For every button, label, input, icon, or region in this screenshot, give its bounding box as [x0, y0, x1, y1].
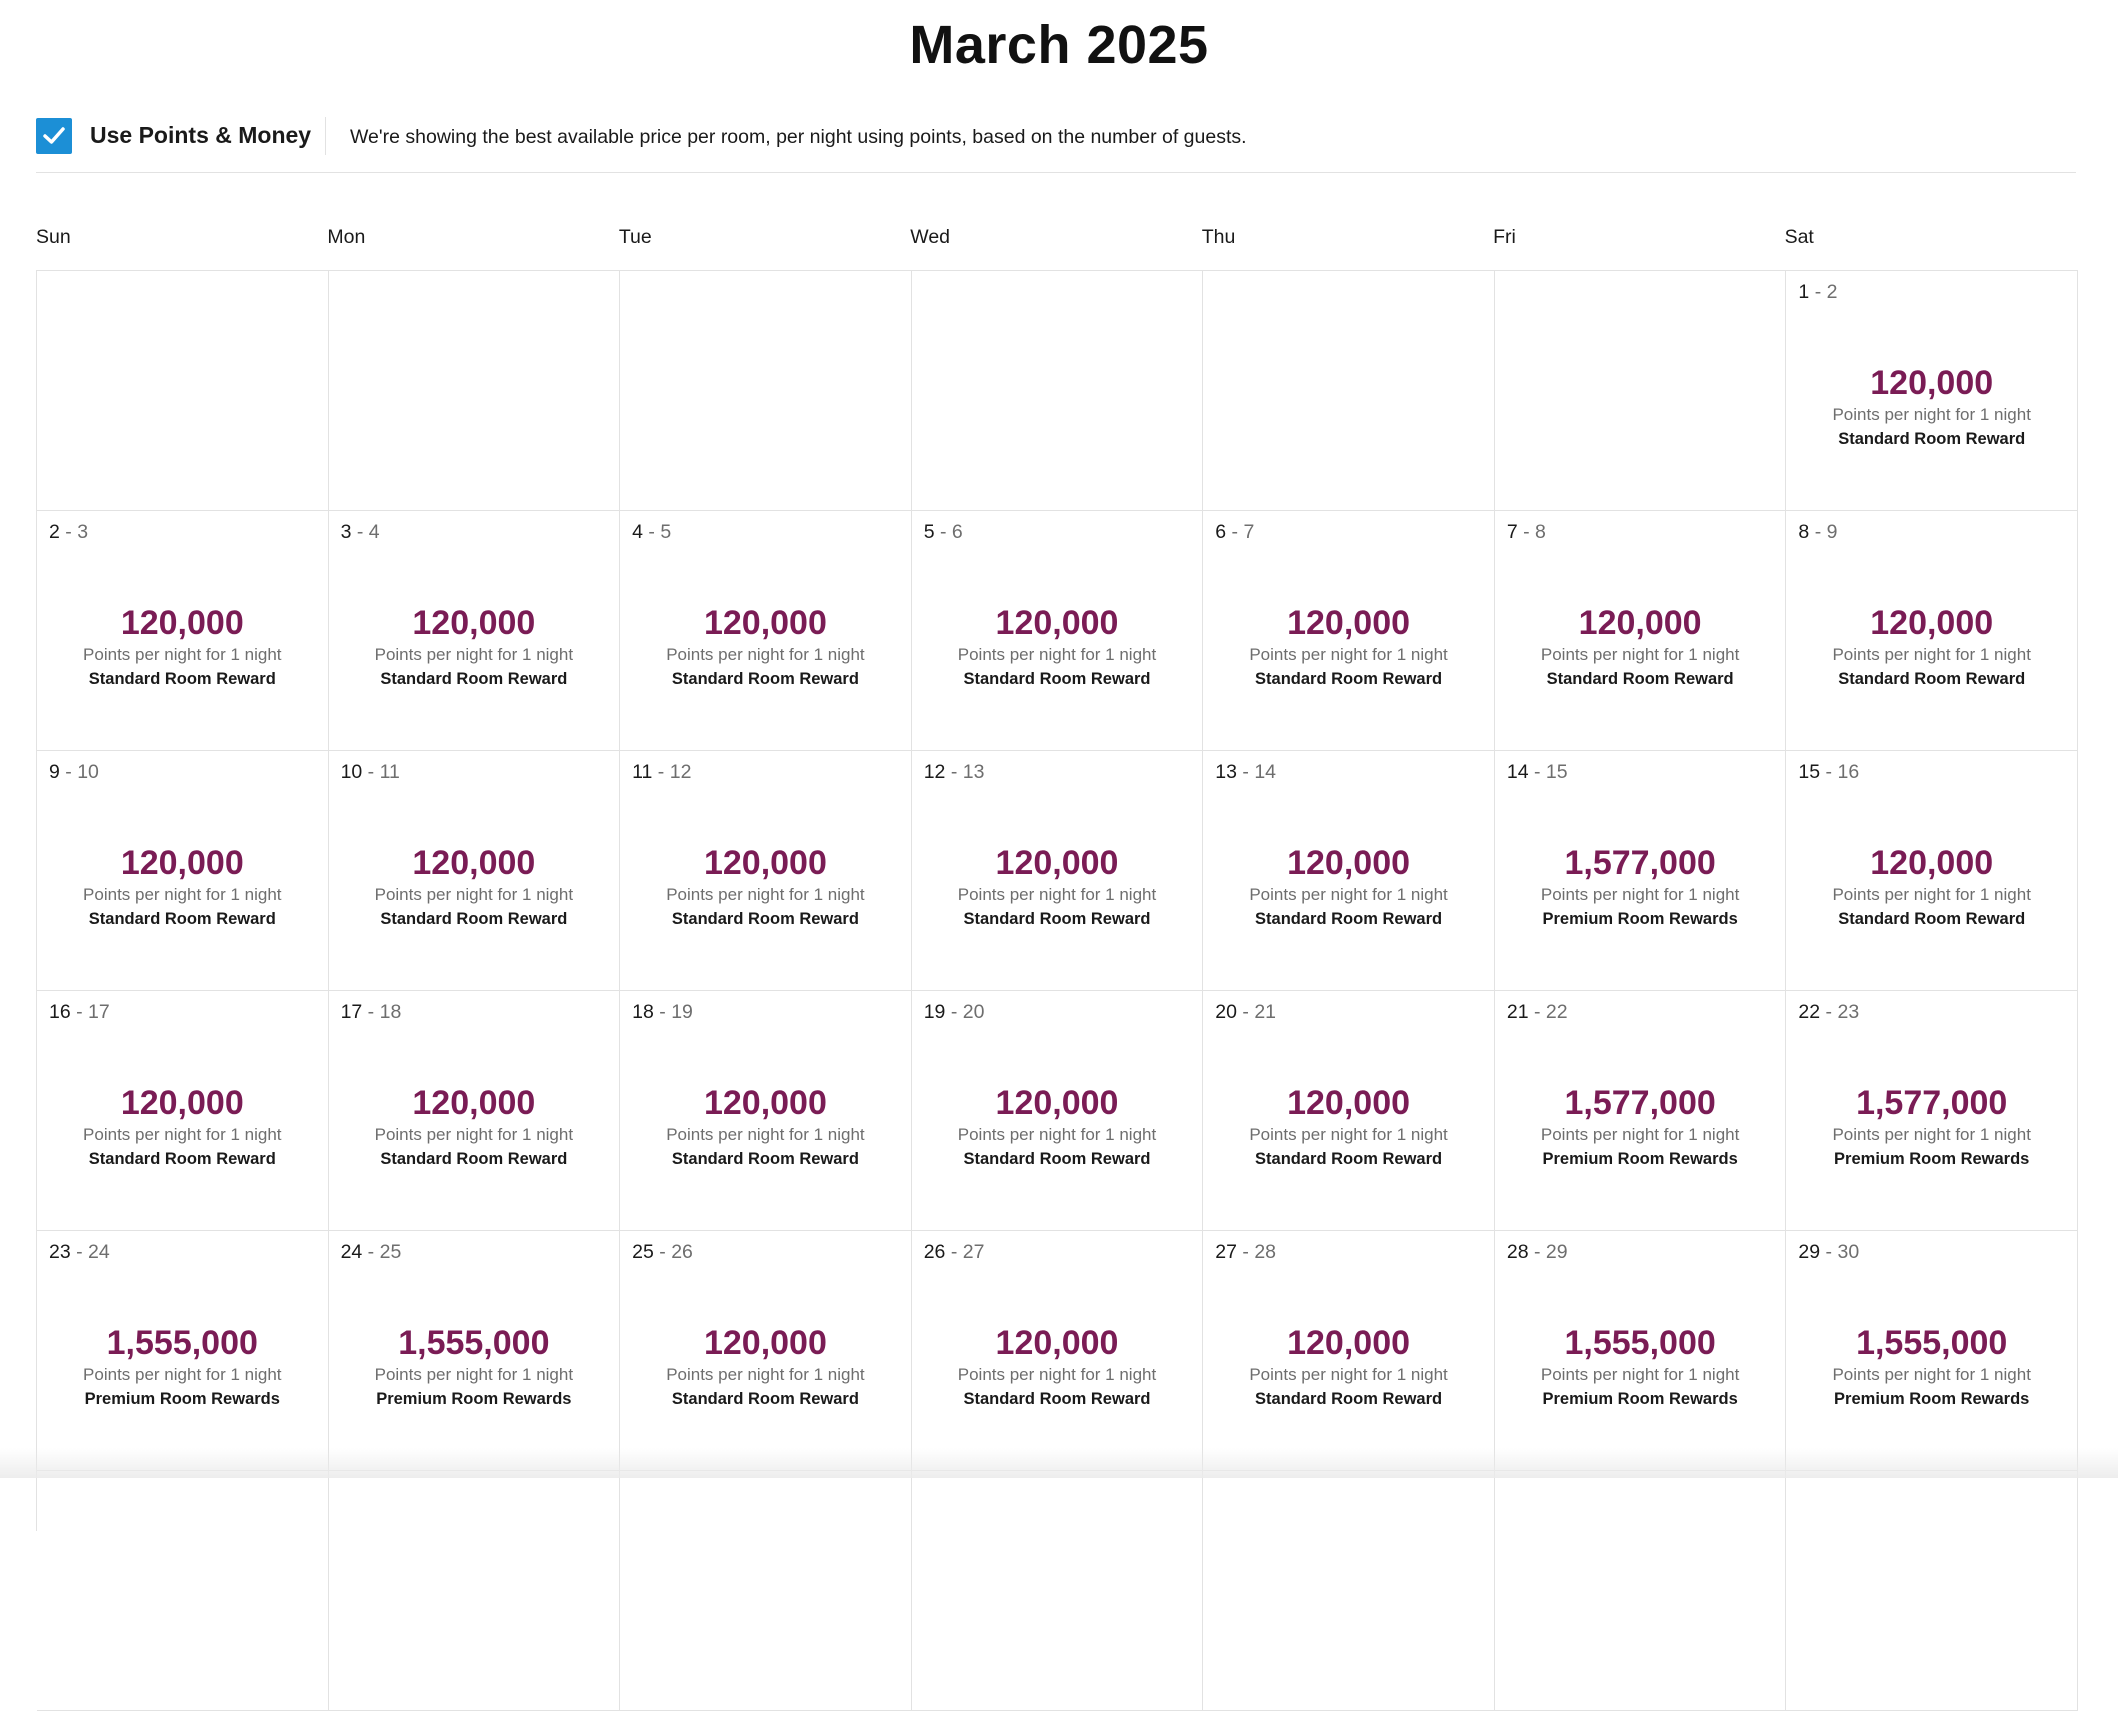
points-price: 120,000 [995, 1324, 1119, 1362]
check-out-day: 3 [77, 521, 89, 543]
weekday-wed: Wed [910, 226, 951, 248]
date-separator: - [1528, 1001, 1546, 1023]
date-range [1798, 761, 1859, 784]
calendar-cell[interactable] [912, 511, 1204, 751]
price-block [1203, 1083, 1494, 1170]
date-separator: - [653, 1001, 672, 1023]
check-out-day: 11 [379, 761, 400, 783]
check-in-day: 26 [923, 1241, 946, 1263]
date-range [49, 521, 88, 544]
date-separator: - [945, 1241, 963, 1263]
date-range [341, 1241, 402, 1264]
price-block [1786, 603, 2077, 690]
per-night-label: Points per night for 1 night [1832, 1365, 2031, 1384]
reward-type: Standard Room Reward [671, 1150, 859, 1168]
reward-type: Premium Room Rewards [1542, 910, 1738, 928]
check-out-day: 18 [379, 1001, 402, 1023]
check-in-day: 17 [340, 1001, 363, 1023]
points-price: 120,000 [412, 1084, 536, 1122]
price-block [329, 1083, 620, 1170]
points-price: 120,000 [1287, 1324, 1411, 1362]
reward-type: Premium Room Rewards [1834, 1390, 2030, 1408]
per-night-label: Points per night for 1 night [1540, 1125, 1740, 1144]
calendar-cell-next-row [1203, 1471, 1495, 1711]
check-in-day: 20 [1215, 1001, 1237, 1023]
reward-type: Standard Room Reward [1838, 670, 2026, 688]
calendar-cell-next-row [1786, 1471, 2078, 1711]
points-price: 120,000 [995, 604, 1119, 642]
calendar-cell-empty [620, 271, 912, 511]
calendar-cell-next-row [912, 1471, 1204, 1711]
per-night-label: Points per night for 1 night [1249, 885, 1448, 904]
date-range [924, 1241, 985, 1264]
per-night-label: Points per night for 1 night [83, 645, 282, 664]
calendar-cell[interactable] [1495, 1231, 1787, 1471]
points-price: 1,555,000 [398, 1324, 550, 1362]
date-separator: - [70, 1001, 89, 1023]
points-price: 1,577,000 [1856, 1084, 2008, 1122]
reward-type: Standard Room Reward [1255, 1390, 1443, 1408]
points-price: 120,000 [120, 604, 244, 642]
check-out-day: 4 [368, 521, 380, 543]
check-in-day: 14 [1506, 761, 1529, 783]
reward-type: Premium Room Rewards [1542, 1150, 1738, 1168]
calendar-cell[interactable] [620, 991, 912, 1231]
date-separator: - [362, 1001, 380, 1023]
per-night-label: Points per night for 1 night [83, 1125, 282, 1144]
price-block [912, 1323, 1203, 1410]
check-out-day: 26 [671, 1241, 693, 1263]
date-separator: - [1236, 1241, 1255, 1263]
price-block [620, 843, 911, 930]
points-price: 120,000 [703, 844, 827, 882]
check-out-day: 5 [660, 521, 672, 543]
price-block [620, 1083, 911, 1170]
calendar-grid [36, 270, 2078, 1531]
check-in-day: 9 [49, 761, 60, 783]
check-in-day: 11 [632, 761, 653, 783]
check-out-day: 6 [951, 521, 963, 543]
reward-type: Standard Room Reward [380, 670, 568, 688]
date-range [924, 1001, 985, 1024]
calendar-cell-empty [37, 271, 329, 511]
points-price: 1,577,000 [1564, 1084, 1716, 1122]
date-separator: - [1820, 761, 1838, 783]
date-separator: - [1809, 281, 1827, 303]
per-night-label: Points per night for 1 night [374, 1125, 574, 1144]
reward-type: Standard Room Reward [1255, 670, 1443, 688]
price-block [1495, 843, 1786, 930]
per-night-label: Points per night for 1 night [83, 885, 282, 904]
per-night-label: Points per night for 1 night [1540, 1365, 1740, 1384]
check-out-day: 27 [962, 1241, 985, 1263]
check-out-day: 23 [1837, 1001, 1860, 1023]
date-range [1507, 1001, 1568, 1024]
points-price: 120,000 [1287, 844, 1411, 882]
price-block [1786, 1083, 2077, 1170]
check-in-day: 19 [923, 1001, 946, 1023]
price-block [1786, 1323, 2077, 1410]
date-separator: - [652, 761, 670, 783]
check-in-day: 7 [1506, 521, 1518, 543]
calendar-cell-empty [329, 271, 621, 511]
price-block [1203, 603, 1494, 690]
calendar-cell[interactable] [37, 1231, 329, 1471]
calendar-cell-next-row [620, 1471, 912, 1711]
calendar-cell[interactable] [329, 751, 621, 991]
check-in-day: 28 [1506, 1241, 1529, 1263]
date-range [924, 521, 963, 544]
per-night-label: Points per night for 1 night [957, 1365, 1157, 1384]
reward-type: Standard Room Reward [963, 1150, 1151, 1168]
calendar-cell[interactable] [37, 511, 329, 751]
calendar-cell[interactable] [1786, 271, 2078, 511]
date-range [1798, 1001, 1859, 1024]
points-price: 120,000 [1287, 604, 1411, 642]
check-in-day: 13 [1215, 761, 1237, 783]
check-in-day: 2 [49, 521, 60, 543]
check-in-day: 1 [1798, 281, 1810, 303]
per-night-label: Points per night for 1 night [1249, 1125, 1448, 1144]
date-range [1215, 521, 1254, 544]
date-range [632, 761, 691, 784]
calendar-cell[interactable] [1786, 511, 2078, 751]
points-price: 120,000 [1287, 1084, 1411, 1122]
date-range [1215, 1241, 1276, 1264]
price-block [329, 1323, 620, 1410]
calendar-cell-next-row [37, 1471, 329, 1711]
date-separator: - [653, 1241, 672, 1263]
calendar-cell[interactable] [1203, 751, 1495, 991]
date-range [341, 1001, 402, 1024]
points-price: 120,000 [1870, 844, 1994, 882]
check-out-day: 19 [671, 1001, 693, 1023]
date-range [924, 761, 985, 784]
check-out-day: 9 [1826, 521, 1838, 543]
date-range [49, 761, 99, 784]
use-points-label[interactable]: Use Points & Money [90, 122, 312, 148]
check-in-day: 24 [340, 1241, 363, 1263]
date-range [632, 521, 671, 544]
calendar-cell[interactable] [1203, 511, 1495, 751]
check-in-day: 27 [1215, 1241, 1237, 1263]
price-block [912, 603, 1203, 690]
date-separator: - [643, 521, 661, 543]
per-night-label: Points per night for 1 night [1832, 405, 2031, 424]
reward-type: Standard Room Reward [380, 1150, 568, 1168]
check-in-day: 5 [923, 521, 935, 543]
points-price: 120,000 [703, 1324, 827, 1362]
check-out-day: 20 [962, 1001, 985, 1023]
date-range [49, 1241, 110, 1264]
calendar-cell[interactable] [620, 751, 912, 991]
date-range [1798, 281, 1837, 304]
per-night-label: Points per night for 1 night [1540, 885, 1740, 904]
check-out-day: 29 [1545, 1241, 1568, 1263]
calendar-cell-next-row [1495, 1471, 1787, 1711]
calendar-cell[interactable] [1495, 511, 1787, 751]
date-range [341, 761, 400, 784]
price-block [37, 843, 328, 930]
check-out-day: 16 [1837, 761, 1860, 783]
reward-type: Standard Room Reward [1546, 670, 1734, 688]
price-block [329, 843, 620, 930]
date-range [632, 1001, 693, 1024]
calendar-cell[interactable] [912, 1231, 1204, 1471]
check-out-day: 30 [1837, 1241, 1860, 1263]
check-out-day: 22 [1545, 1001, 1568, 1023]
check-in-day: 4 [632, 521, 643, 543]
weekday-mon: Mon [327, 226, 366, 248]
reward-type: Standard Room Reward [671, 670, 859, 688]
check-out-day: 15 [1545, 761, 1568, 783]
per-night-label: Points per night for 1 night [1249, 645, 1448, 664]
points-price: 120,000 [120, 1084, 244, 1122]
price-block [329, 603, 620, 690]
calendar-cell-empty [1203, 271, 1495, 511]
reward-type: Standard Room Reward [380, 910, 568, 928]
calendar-cell[interactable] [37, 751, 329, 991]
date-separator: - [945, 1001, 963, 1023]
calendar-cell[interactable] [620, 511, 912, 751]
calendar-cell[interactable] [1786, 751, 2078, 991]
date-separator: - [1820, 1001, 1838, 1023]
calendar-cell[interactable] [37, 991, 329, 1231]
check-out-day: 7 [1243, 521, 1255, 543]
weekday-fri: Fri [1493, 226, 1516, 248]
date-separator: - [1809, 521, 1827, 543]
check-out-day: 14 [1254, 761, 1277, 783]
per-night-label: Points per night for 1 night [957, 885, 1157, 904]
date-separator: - [70, 1241, 89, 1263]
points-price: 120,000 [703, 604, 827, 642]
price-block [37, 1083, 328, 1170]
per-night-label: Points per night for 1 night [666, 1125, 865, 1144]
check-in-day: 21 [1506, 1001, 1529, 1023]
points-price: 1,577,000 [1564, 844, 1716, 882]
date-separator: - [362, 1241, 380, 1263]
date-range [1215, 1001, 1276, 1024]
date-separator: - [351, 521, 369, 543]
price-block [620, 1323, 911, 1410]
date-range [49, 1001, 110, 1024]
check-in-day: 29 [1798, 1241, 1821, 1263]
check-out-day: 12 [669, 761, 692, 783]
price-block [1203, 1323, 1494, 1410]
calendar-cell[interactable] [329, 991, 621, 1231]
reward-type: Premium Room Rewards [376, 1390, 572, 1408]
points-price: 120,000 [995, 1084, 1119, 1122]
reward-type: Standard Room Reward [88, 1150, 276, 1168]
check-in-day: 25 [632, 1241, 654, 1263]
per-night-label: Points per night for 1 night [1540, 645, 1740, 664]
points-price: 120,000 [1870, 364, 1994, 402]
page-title: March 2025 [909, 15, 1209, 75]
date-separator: - [1236, 1001, 1255, 1023]
per-night-label: Points per night for 1 night [83, 1365, 282, 1384]
calendar-cell[interactable] [1786, 991, 2078, 1231]
points-price: 120,000 [412, 844, 536, 882]
per-night-label: Points per night for 1 night [1832, 645, 2031, 664]
reward-type: Standard Room Reward [671, 1390, 859, 1408]
weekday-sat: Sat [1784, 226, 1814, 248]
date-range [1798, 1241, 1859, 1264]
date-separator: - [1820, 1241, 1838, 1263]
check-in-day: 23 [49, 1241, 71, 1263]
reward-type: Standard Room Reward [88, 670, 276, 688]
check-out-day: 24 [88, 1241, 110, 1263]
date-range [1507, 521, 1546, 544]
calendar-cell[interactable] [912, 751, 1204, 991]
price-block [1495, 603, 1786, 690]
calendar-cell[interactable] [329, 511, 621, 751]
weekday-thu: Thu [1201, 226, 1236, 248]
check-out-day: 8 [1535, 521, 1546, 543]
points-price: 120,000 [412, 604, 536, 642]
divider [325, 117, 326, 155]
reward-type: Standard Room Reward [963, 910, 1151, 928]
calendar-cell[interactable] [912, 991, 1204, 1231]
weekday-sun: Sun [36, 226, 71, 248]
date-separator: - [59, 761, 78, 783]
calendar-cell-empty [1495, 271, 1787, 511]
points-price: 120,000 [995, 844, 1119, 882]
check-out-day: 13 [962, 761, 985, 783]
check-out-day: 2 [1826, 281, 1838, 303]
date-range [341, 521, 380, 544]
price-block [1786, 843, 2077, 930]
check-in-day: 3 [340, 521, 352, 543]
check-in-day: 15 [1798, 761, 1821, 783]
reward-type: Standard Room Reward [963, 670, 1151, 688]
points-money-bar [36, 112, 2076, 173]
price-block [912, 1083, 1203, 1170]
date-separator: - [1528, 1241, 1546, 1263]
per-night-label: Points per night for 1 night [374, 1365, 574, 1384]
per-night-label: Points per night for 1 night [374, 885, 574, 904]
reward-type: Standard Room Reward [88, 910, 276, 928]
reward-type: Standard Room Reward [1838, 910, 2026, 928]
date-separator: - [59, 521, 78, 543]
date-separator: - [362, 761, 380, 783]
reward-type: Standard Room Reward [1255, 1150, 1443, 1168]
points-description: We're showing the best available price per room, per night using points, based on the number of guests. [350, 126, 1247, 148]
calendar-cell[interactable] [1786, 1231, 2078, 1471]
per-night-label: Points per night for 1 night [666, 645, 865, 664]
price-block [912, 843, 1203, 930]
checkmark-icon [43, 126, 65, 146]
price-block [1495, 1083, 1786, 1170]
weekday-tue: Tue [618, 226, 652, 248]
check-out-day: 25 [379, 1241, 402, 1263]
date-range [1507, 761, 1568, 784]
reward-type: Standard Room Reward [1255, 910, 1443, 928]
reward-type: Premium Room Rewards [1542, 1390, 1738, 1408]
date-range [632, 1241, 693, 1264]
reward-type: Standard Room Reward [671, 910, 859, 928]
check-in-day: 22 [1798, 1001, 1821, 1023]
check-in-day: 16 [49, 1001, 71, 1023]
points-price: 120,000 [703, 1084, 827, 1122]
calendar-cell-next-row [329, 1471, 621, 1711]
per-night-label: Points per night for 1 night [1249, 1365, 1448, 1384]
date-range [1507, 1241, 1568, 1264]
calendar-cell[interactable] [1203, 991, 1495, 1231]
weekday-header [36, 226, 2076, 249]
date-separator: - [945, 761, 963, 783]
reward-type: Premium Room Rewards [84, 1390, 280, 1408]
price-block [1495, 1323, 1786, 1410]
calendar-cell[interactable] [620, 1231, 912, 1471]
points-price: 1,555,000 [106, 1324, 258, 1362]
per-night-label: Points per night for 1 night [957, 1125, 1157, 1144]
reward-type: Standard Room Reward [963, 1390, 1151, 1408]
date-separator: - [1517, 521, 1536, 543]
per-night-label: Points per night for 1 night [1832, 1125, 2031, 1144]
price-block [1203, 843, 1494, 930]
per-night-label: Points per night for 1 night [666, 885, 865, 904]
per-night-label: Points per night for 1 night [374, 645, 574, 664]
price-block [1786, 363, 2077, 450]
check-out-day: 28 [1254, 1241, 1277, 1263]
date-range [1798, 521, 1837, 544]
check-in-day: 12 [923, 761, 946, 783]
per-night-label: Points per night for 1 night [666, 1365, 865, 1384]
price-block [37, 1323, 328, 1410]
points-price: 120,000 [1578, 604, 1702, 642]
date-separator: - [1528, 761, 1546, 783]
date-separator: - [934, 521, 952, 543]
reward-type: Standard Room Reward [1838, 430, 2026, 448]
check-out-day: 10 [77, 761, 99, 783]
date-range [1215, 761, 1276, 784]
points-price: 120,000 [1870, 604, 1994, 642]
reward-type: Premium Room Rewards [1834, 1150, 2030, 1168]
check-in-day: 6 [1215, 521, 1227, 543]
check-in-day: 10 [340, 761, 363, 783]
per-night-label: Points per night for 1 night [1832, 885, 2031, 904]
check-in-day: 8 [1798, 521, 1810, 543]
points-price: 1,555,000 [1856, 1324, 2008, 1362]
price-block [620, 603, 911, 690]
points-price: 1,555,000 [1564, 1324, 1716, 1362]
points-price: 120,000 [120, 844, 244, 882]
date-separator: - [1226, 521, 1244, 543]
date-separator: - [1236, 761, 1255, 783]
use-points-checkbox[interactable] [36, 118, 72, 154]
check-out-day: 21 [1254, 1001, 1277, 1023]
per-night-label: Points per night for 1 night [957, 645, 1157, 664]
calendar-cell[interactable] [1495, 751, 1787, 991]
calendar-cell[interactable] [329, 1231, 621, 1471]
check-in-day: 18 [632, 1001, 654, 1023]
calendar-cell[interactable] [1495, 991, 1787, 1231]
calendar-cell[interactable] [1203, 1231, 1495, 1471]
check-out-day: 17 [88, 1001, 110, 1023]
price-block [37, 603, 328, 690]
calendar-cell-empty [912, 271, 1204, 511]
